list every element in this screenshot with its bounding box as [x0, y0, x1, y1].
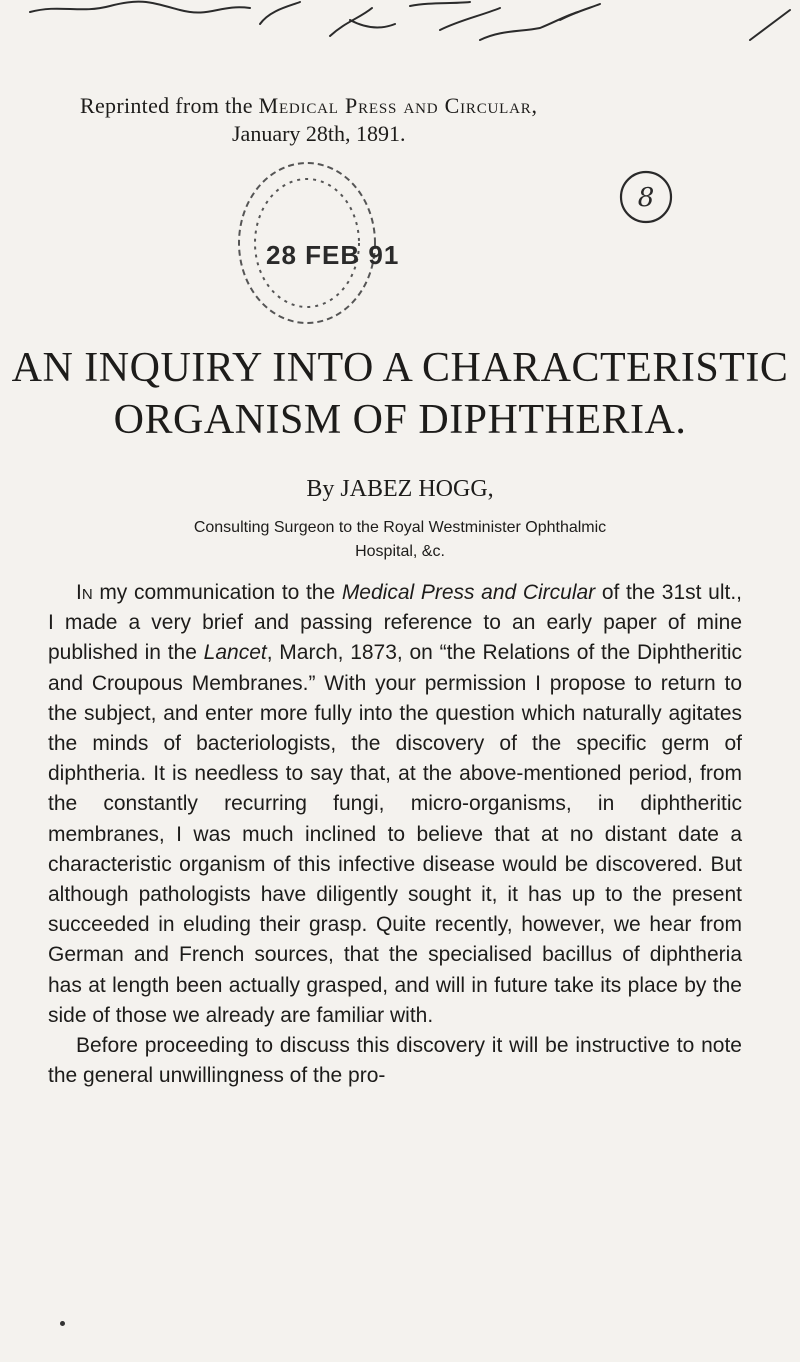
- paragraph-1-opening: In: [76, 581, 93, 604]
- reprint-prefix: Reprinted from the: [80, 93, 253, 118]
- affiliation: [70, 516, 730, 564]
- reprint-date: January 28th, 1891.: [232, 121, 406, 146]
- stamp-date: 28 FEB 91: [266, 240, 400, 270]
- lancet-name: Lancet: [203, 641, 267, 665]
- paragraph-1: [48, 578, 742, 1031]
- title-line-2: ORGANISM OF DIPHTHERIA.: [113, 397, 687, 443]
- circle-mark-text: 8: [637, 183, 655, 213]
- reprint-line: [80, 92, 740, 120]
- paragraph-1-part-a: my communication to the: [92, 581, 342, 604]
- library-stamp-icon: [232, 148, 382, 328]
- title-line-1: AN INQUIRY INTO A CHARACTERISTIC: [11, 345, 789, 391]
- paragraph-1-part-c: , March, 1873, on “the Relations of the Diphtheritic and Croupous Membranes.” With your permission I propose to return to the subject, and enter more fully into the question which naturally agitates the minds of bacteriologists, the discovery of the specific germ of diphtheria. It is needless to say that, at the above-mentioned period, from the constantly recurring fungi, micro-organisms, in diphtheritic membranes, I was much inclined to believe that at no distant date a characteristic organism of this infective disease would be discovered. But although pathologists have diligently sought it, it has up to the present succeeded in eluding their grasp. Quite recently, however, we hear from German and French sources, that the specialised bacillus of diphtheria has at length been actually grasped, and will in future take its place by the side of those we already are familiar with.: [48, 641, 742, 1027]
- paragraph-1-part-b: of the 31st ult., I made a very brief and passing reference to an early paper of mine published in the: [48, 581, 742, 665]
- paragraph-2: Before proceeding to discuss this discovery it will be instructive to note the general unwillingness of the pro-: [48, 1034, 742, 1088]
- byline: By JABEZ HOGG,: [306, 476, 494, 502]
- affiliation-line-2: Hospital, &c.: [355, 543, 445, 560]
- handwritten-scrawl: [0, 0, 800, 90]
- article-body: [48, 578, 742, 1091]
- circled-number-icon: [617, 168, 675, 226]
- affiliation-line-1: Consulting Surgeon to the Royal Westminister Ophthalmic: [193, 519, 607, 536]
- reprint-source: Medical Press and Circular,: [258, 93, 538, 118]
- journal-name: Medical Press and Circular: [341, 581, 596, 604]
- page-mark: [60, 1321, 65, 1326]
